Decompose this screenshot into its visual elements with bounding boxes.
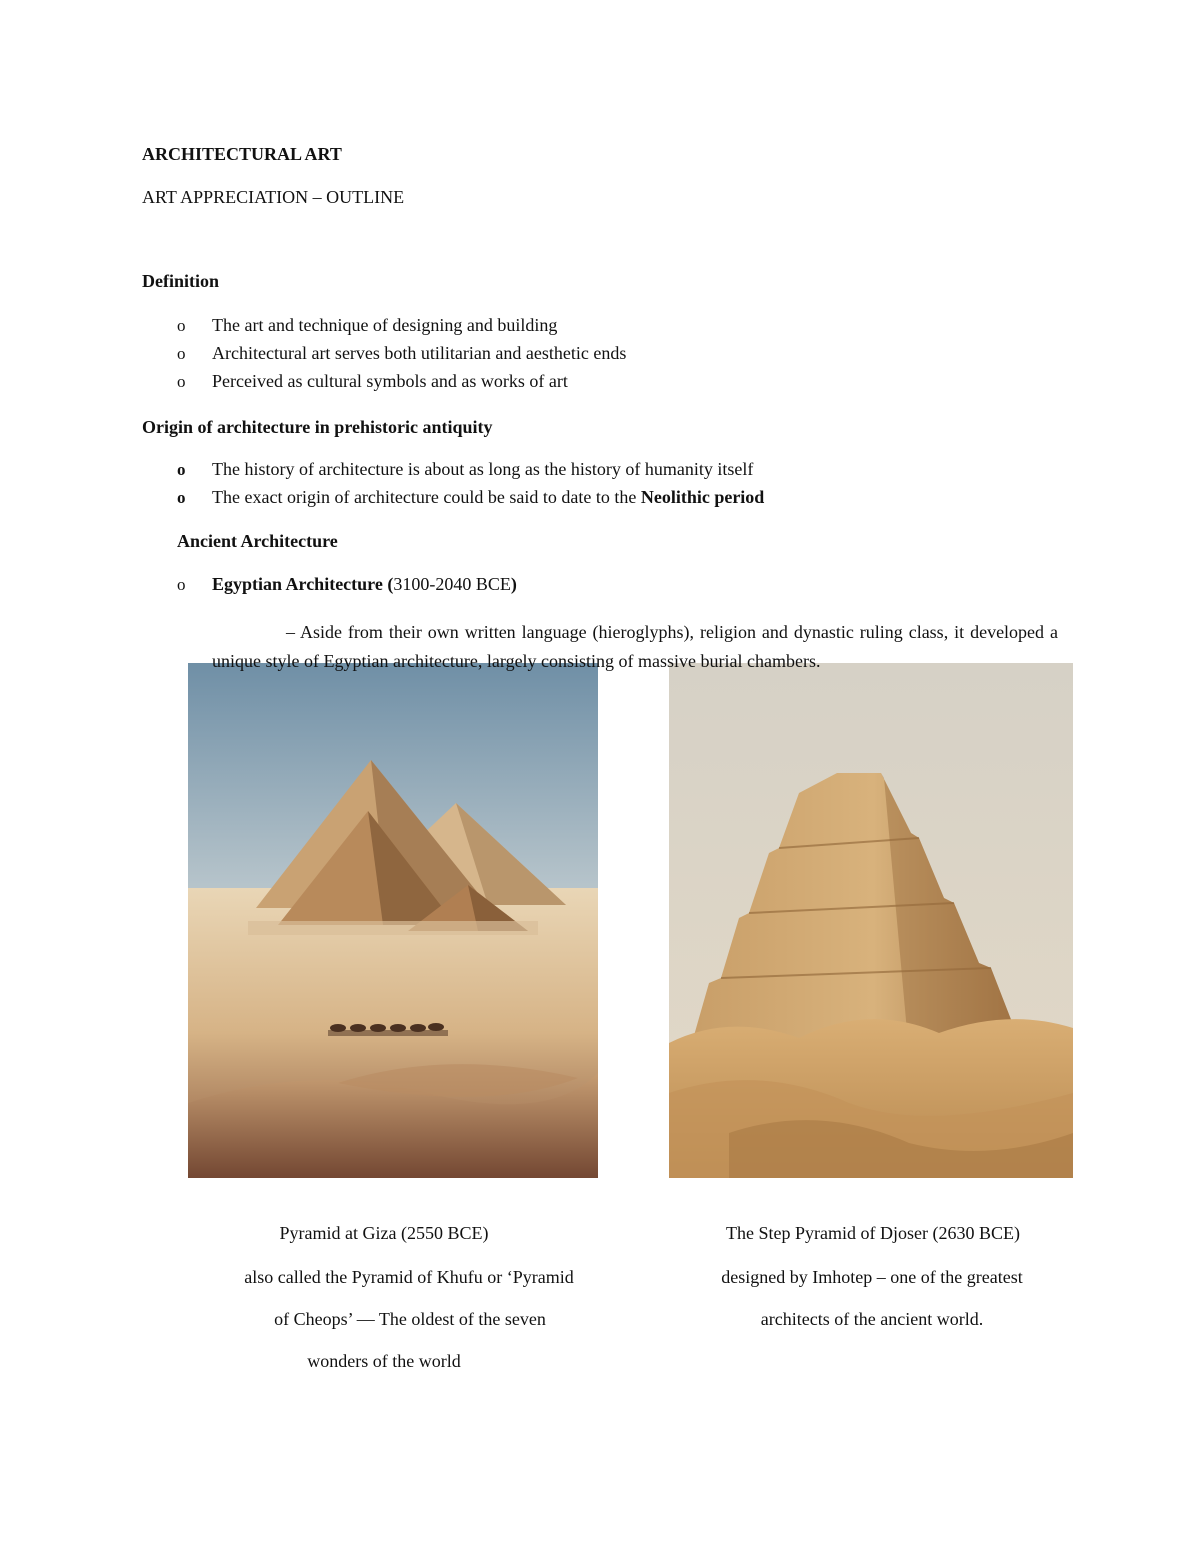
egyptian-heading xyxy=(212,573,517,595)
bullet-icon: o xyxy=(177,372,186,391)
document-title: ARCHITECTURAL ART xyxy=(142,144,342,164)
egyptian-description: – Aside from their own written language (hieroglyphs), religion and dynastic ruling class, it developed a unique style of Egyptian architecture, largely consisting of massive burial chambers. xyxy=(212,622,1058,671)
caption-line: designed by Imhotep – one of the greatest xyxy=(721,1267,1023,1287)
egyptian-dates: 3100-2040 BCE xyxy=(393,574,511,594)
list-item: Perceived as cultural symbols and as works of art xyxy=(212,371,568,391)
definition-heading: Definition xyxy=(142,271,220,291)
caption-line: of Cheops’ — The oldest of the seven xyxy=(274,1309,546,1329)
caption-line: also called the Pyramid of Khufu or ‘Pyramid xyxy=(244,1267,574,1287)
egyptian-paren: ) xyxy=(510,574,517,594)
caption-line: wonders of the world xyxy=(307,1351,461,1371)
document-subtitle: ART APPRECIATION – OUTLINE xyxy=(142,187,405,207)
list-item: The history of architecture is about as long as the history of humanity itself xyxy=(212,459,754,479)
caption-line: Pyramid at Giza (2550 BCE) xyxy=(279,1223,489,1243)
list-item: Architectural art serves both utilitarian and aesthetic ends xyxy=(212,343,627,363)
neolithic-emphasis: Neolithic period xyxy=(640,487,765,507)
list-item xyxy=(212,486,764,508)
caption-line: architects of the ancient world. xyxy=(760,1309,984,1329)
bullet-icon: o xyxy=(177,460,186,479)
bullet-icon: o xyxy=(177,575,186,594)
bullet-icon: o xyxy=(177,344,186,363)
list-item-text: The exact origin of architecture could be said to date to the xyxy=(212,487,641,507)
egyptian-label: Egyptian Architecture ( xyxy=(212,574,394,594)
bullet-icon: o xyxy=(177,316,186,335)
origin-heading: Origin of architecture in prehistoric antiquity xyxy=(142,417,493,437)
giza-pyramids-photo xyxy=(188,663,598,1178)
step-pyramid-photo xyxy=(669,663,1073,1178)
bullet-icon: o xyxy=(177,488,186,507)
ancient-heading: Ancient Architecture xyxy=(177,531,338,551)
list-item: The art and technique of designing and building xyxy=(212,315,558,335)
caption-line: The Step Pyramid of Djoser (2630 BCE) xyxy=(726,1223,1020,1243)
